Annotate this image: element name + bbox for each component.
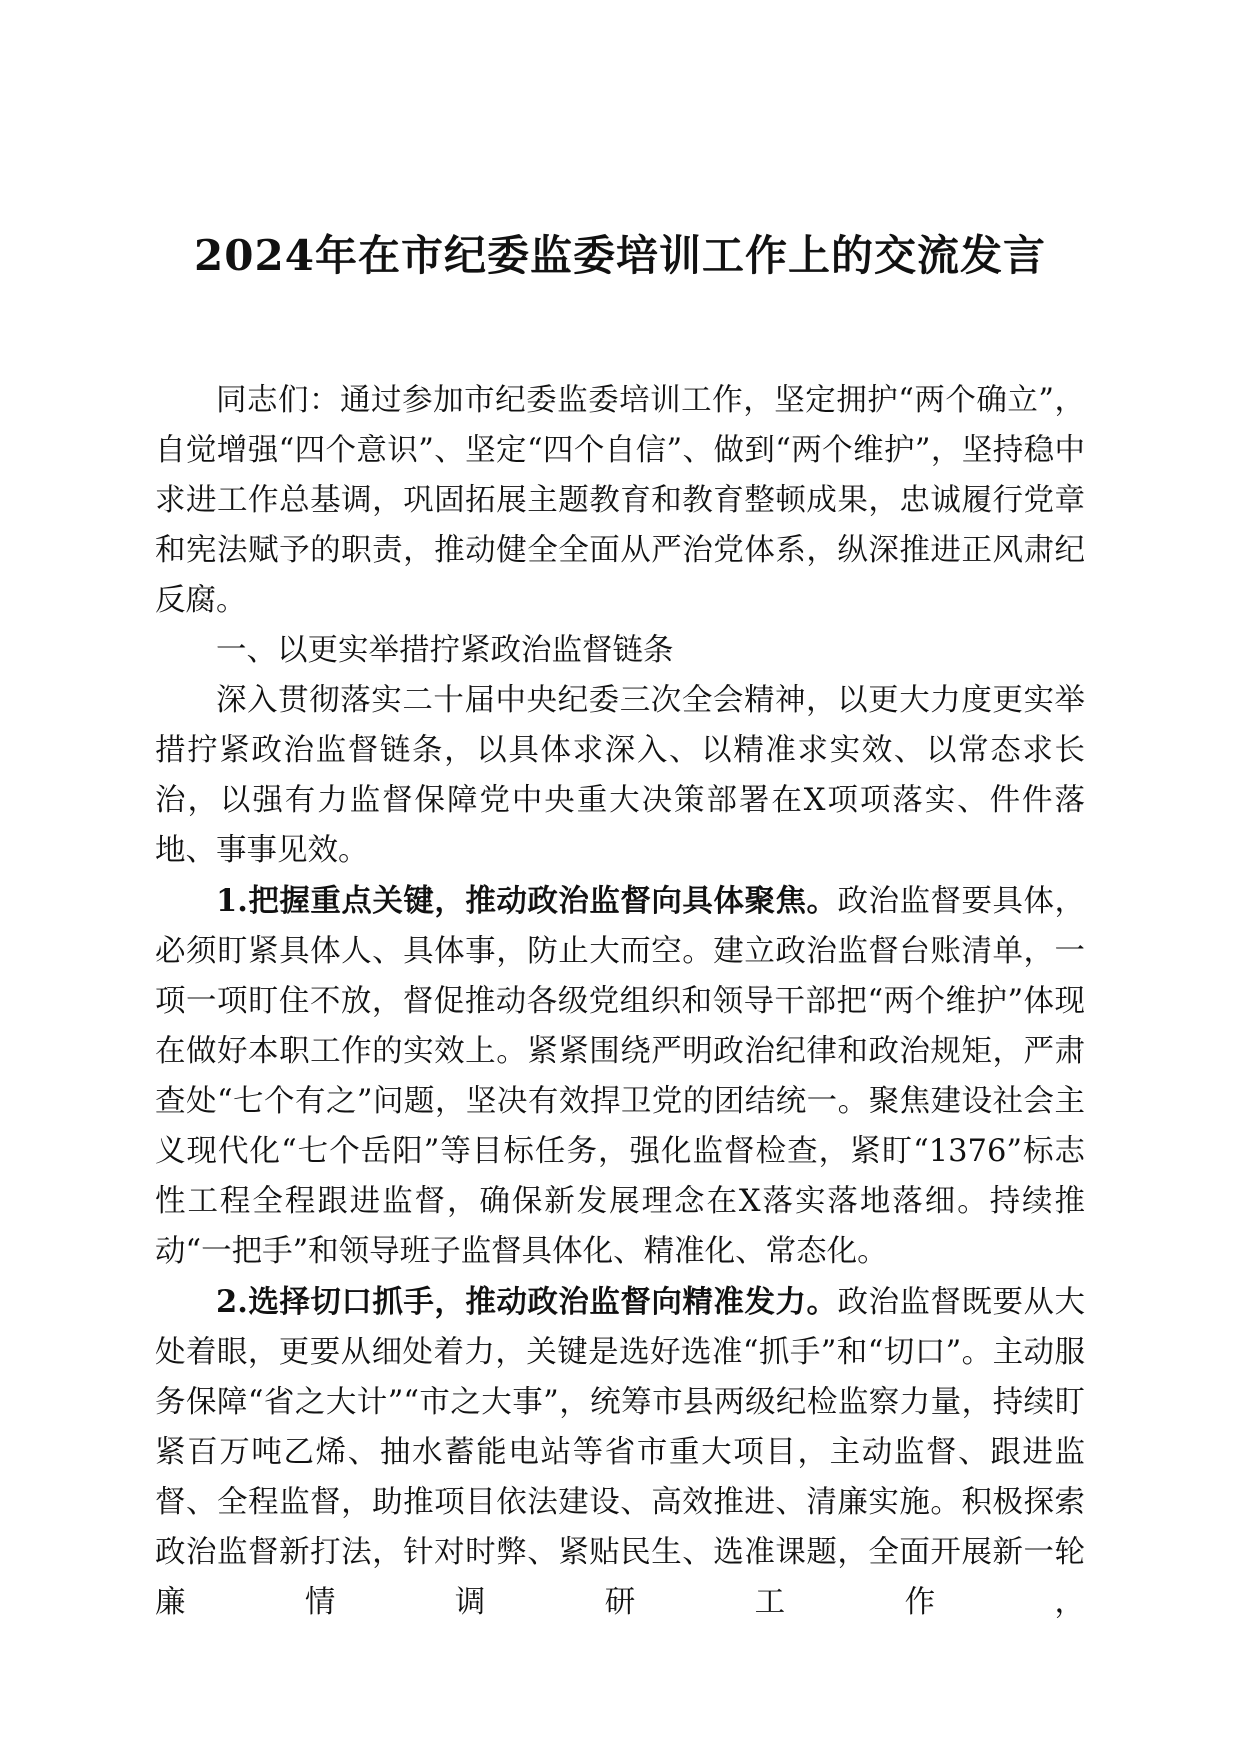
document-title: 2024年在市纪委监委培训工作上的交流发言	[194, 231, 1046, 280]
point-2-paragraph	[155, 1277, 1085, 1628]
intro-paragraph: 同志们：通过参加市纪委监委培训工作，坚定拥护“两个确立”，自觉增强“四个意识”、坚定“四个自信”、做到“两个维护”，坚持稳中求进工作总基调，巩固拓展主题教育和教育整顿成果，忠诚履行党章和宪法赋予的职责，推动健全全面从严治党体系，纵深推进正风肃纪反腐。	[155, 383, 1085, 618]
point-1-text: 政治监督要具体，必须盯紧具体人、具体事，防止大而空。建立政治监督台账清单，一项一项盯住不放，督促推动各级党组织和领导干部把“两个维护”体现在做好本职工作的实效上。紧紧围绕严明政治纪律和政治规矩，严肃查处“七个有之”问题，坚决有效捍卫党的团结统一。聚焦建设社会主义现代化“七个岳阳”等目标任务，强化监督检查，紧盯“1376”标志性工程全程跟进监督，确保新发展理念在X落实落地落细。持续推动“一把手”和领导班子监督具体化、精准化、常态化。	[155, 884, 1086, 1269]
point-1-paragraph	[155, 876, 1085, 1277]
section-heading: 一、以更实举措拧紧政治监督链条	[216, 633, 674, 668]
section-summary-paragraph: 深入贯彻落实二十届中央纪委三次全会精神，以更大力度更实举措拧紧政治监督链条，以具体求深入、以精准求实效、以常态求长治，以强有力监督保障党中央重大决策部署在X项项落实、件件落地、事事见效。	[155, 683, 1085, 868]
point-1-lead: 1.把握重点关键，推动政治监督向具体聚焦。	[216, 883, 838, 919]
document-body	[155, 376, 1085, 1628]
point-2-text: 政治监督既要从大处着眼，更要从细处着力，关键是选好选准“抓手”和“切口”。主动服务保障“省之大计”“市之大事”，统筹市县两级纪检监察力量，持续盯紧百万吨乙烯、抽水蓄能电站等省市重大项目，主动监督、跟进监督、全程监督，助推项目依法建设、高效推进、清廉实施。积极探索政治监督新打法，针对时弊、紧贴民生、选准课题，全面开展新一轮廉情调研工作，	[155, 1285, 1086, 1620]
point-2-lead: 2.选择切口抓手，推动政治监督向精准发力。	[216, 1284, 838, 1320]
